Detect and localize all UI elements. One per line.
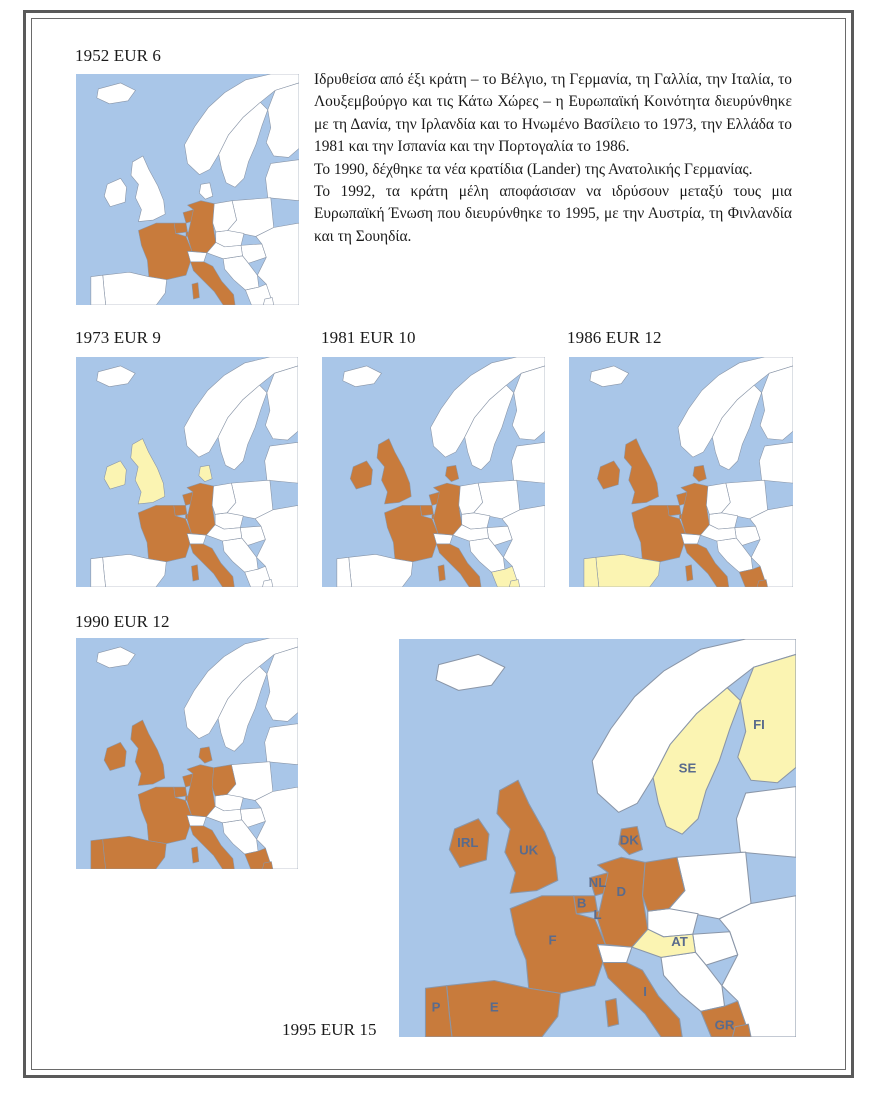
country-code-d: D xyxy=(616,883,627,899)
country-code-f: F xyxy=(548,932,557,948)
country-code-b: B xyxy=(576,895,587,911)
country-code-e: E xyxy=(489,999,499,1015)
map-label-1995: 1995 EUR 15 xyxy=(282,1020,377,1039)
country-sardinia xyxy=(191,565,198,581)
map-label-1973: 1973 EUR 9 xyxy=(75,328,161,347)
country-sardinia xyxy=(438,565,445,581)
country-sardinia xyxy=(192,283,199,299)
map-label-1990: 1990 EUR 12 xyxy=(75,612,170,631)
country-switzerland xyxy=(434,534,453,544)
country-code-i: I xyxy=(643,984,647,999)
country-switzerland xyxy=(598,945,632,963)
map-1990 xyxy=(76,638,298,869)
country-sardinia xyxy=(605,998,618,1026)
map-label-1986: 1986 EUR 12 xyxy=(567,328,662,347)
intro-paragraph-3: Το 1992, τα κράτη μέλη αποφάσισαν να ιδρύσουν μεταξύ τους μια Ευρωπαϊκή Ένωση που διευρύνθηκε το 1995, με την Αυστρία, τη Φινλανδία και τη Σουηδία. xyxy=(314,183,792,245)
intro-text xyxy=(314,69,792,248)
country-belgium xyxy=(420,505,433,515)
country-code-gr: GR xyxy=(714,1017,735,1033)
map-label-1952: 1952 EUR 6 xyxy=(75,46,161,65)
intro-paragraph-2: Το 1990, δέχθηκε τα νέα κρατίδια (Lander) της Ανατολικής Γερμανίας. xyxy=(314,160,753,178)
country-switzerland xyxy=(187,534,206,544)
map-1986 xyxy=(569,357,793,587)
map-1981 xyxy=(322,357,545,587)
country-code-dk: DK xyxy=(619,832,639,848)
country-code-fi: FI xyxy=(753,717,765,732)
map-1995 xyxy=(399,639,796,1037)
country-baltics xyxy=(736,787,796,858)
country-westgermany xyxy=(188,201,216,253)
country-sardinia xyxy=(685,565,692,581)
country-switzerland xyxy=(187,815,206,825)
country-belgium xyxy=(174,787,187,797)
map-1952 xyxy=(76,74,299,305)
country-switzerland xyxy=(188,251,207,261)
country-switzerland xyxy=(681,534,700,544)
country-belgium xyxy=(668,505,681,515)
country-westgermany xyxy=(681,483,709,535)
country-baltics xyxy=(512,442,545,483)
intro-paragraph-1: Ιδρυθείσα από έξι κράτη – το Βέλγιο, τη Γερμανία, τη Γαλλία, την Ιταλία, το Λουξεμβούργο και τις Κάτω Χώρες – η Ευρωπαϊκή Κοινότητα διευρύνθηκε με τη Δανία, την Ιρλανδία και το Ηνωμένο Βασίλειο το 1973, την Ελλάδα το 1981 και την Ισπανία και την Πορτογαλία το 1986. xyxy=(314,71,792,156)
country-code-irl: IRL xyxy=(457,835,479,850)
country-westgermany xyxy=(187,765,215,817)
country-belgium xyxy=(174,223,187,233)
country-baltics xyxy=(759,442,793,483)
country-westgermany xyxy=(187,483,215,535)
country-sardinia xyxy=(191,847,198,863)
map-1973 xyxy=(76,357,298,587)
country-code-uk: UK xyxy=(519,842,539,858)
country-code-se: SE xyxy=(678,760,697,776)
country-baltics xyxy=(266,160,299,201)
country-baltics xyxy=(265,442,298,483)
country-code-p: P xyxy=(431,999,441,1015)
country-code-nl: NL xyxy=(588,874,607,890)
country-belgium xyxy=(174,505,187,515)
country-code-at: AT xyxy=(671,934,688,949)
country-code-l: L xyxy=(593,907,602,922)
country-baltics xyxy=(265,724,298,765)
map-label-1981: 1981 EUR 10 xyxy=(321,328,416,347)
country-westgermany xyxy=(598,857,648,947)
country-westgermany xyxy=(434,483,462,535)
